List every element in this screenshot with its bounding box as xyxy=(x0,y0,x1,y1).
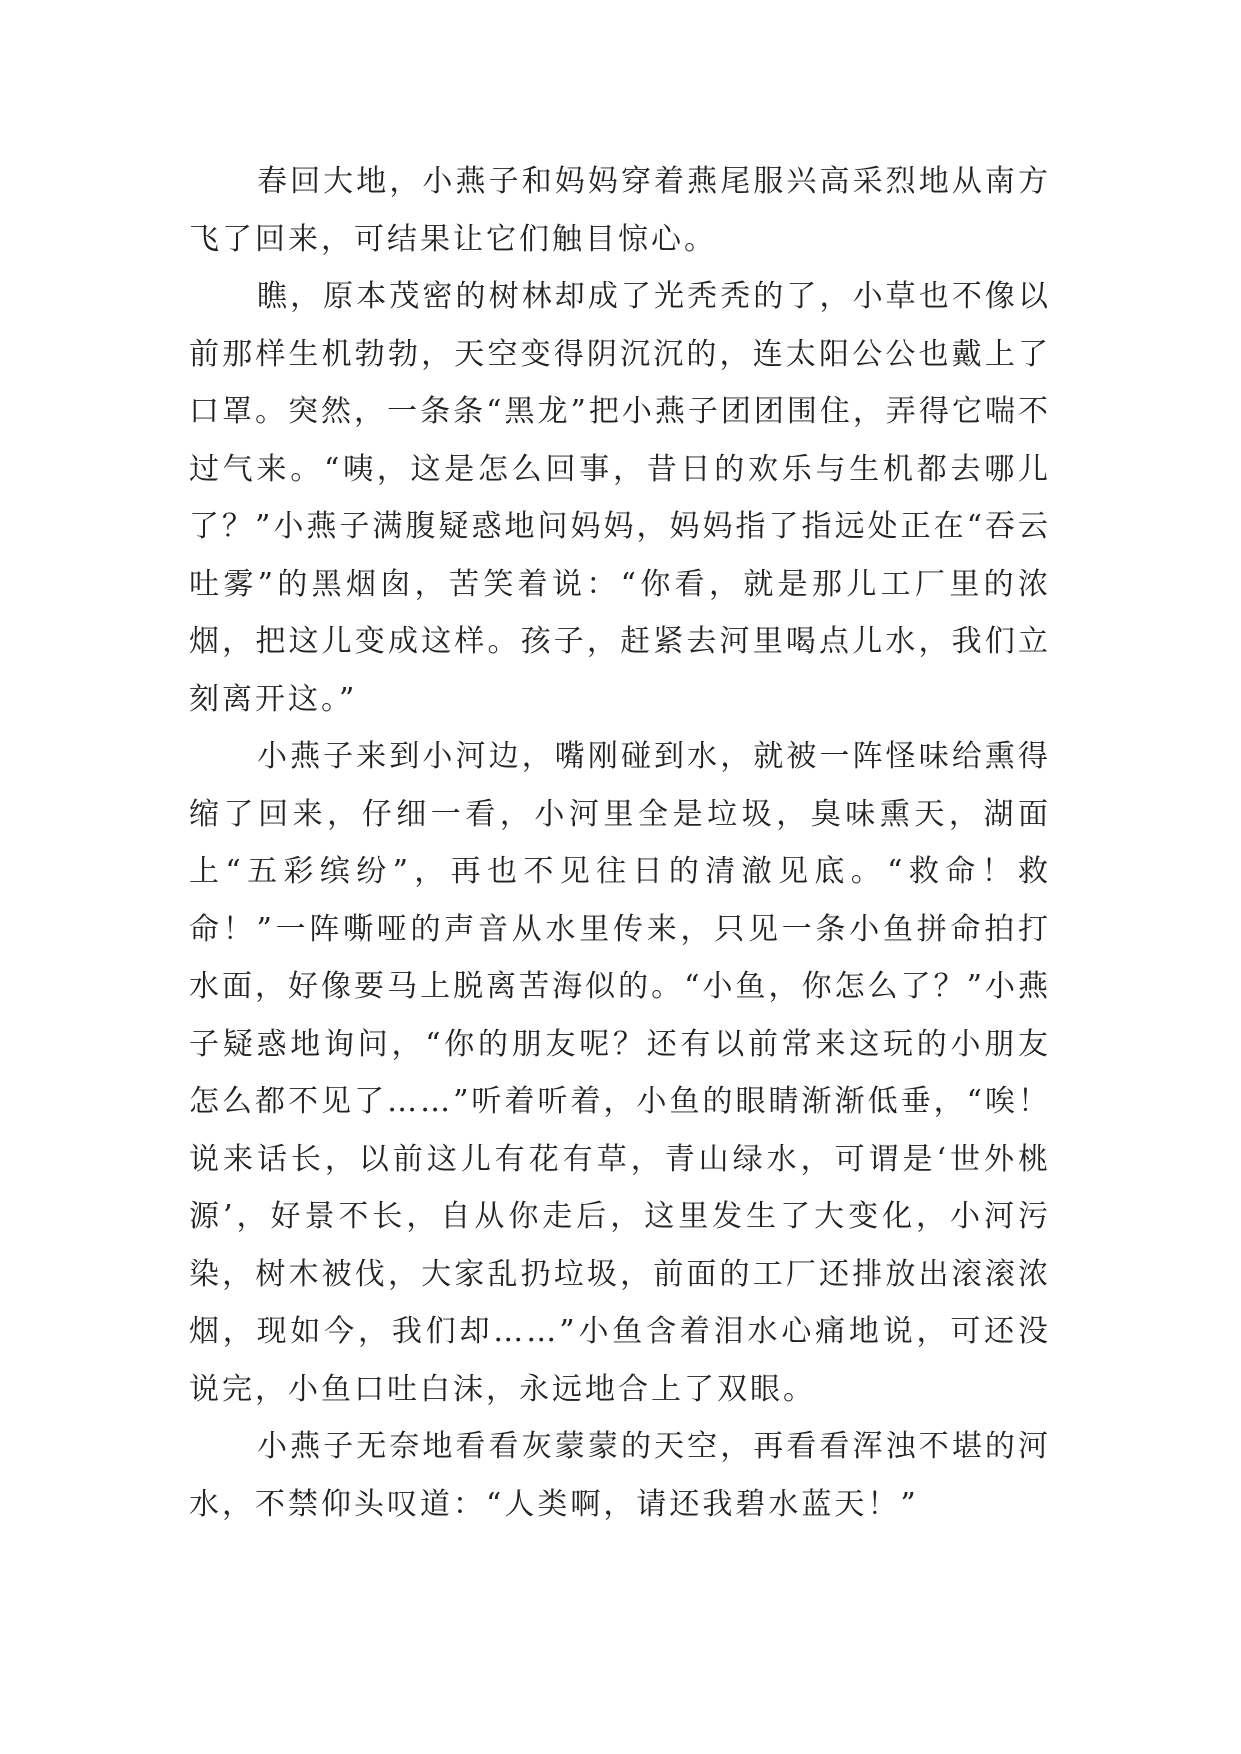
story-text xyxy=(189,153,1051,1533)
paragraph-3: 小燕子来到小河边，嘴刚碰到水，就被一阵怪味给熏得缩了回来，仔细一看，小河里全是垃圾，臭味熏天，湖面上“五彩缤纷”，再也不见往日的清澈见底。“救命！救命！”一阵嘶哑的声音从水里传来，只见一条小鱼拼命拍打水面，好像要马上脱离苦海似的。“小鱼，你怎么了？”小燕子疑惑地询问，“你的朋友呢？还有以前常来这玩的小朋友怎么都不见了……”听着听着，小鱼的眼睛渐渐低垂，“唉！说来话长，以前这儿有花有草，青山绿水，可谓是‘世外桃源’，好景不长，自从你走后，这里发生了大变化，小河污染，树木被伐，大家乱扔垃圾，前面的工厂还排放出滚滚浓烟，现如今，我们却……”小鱼含着泪水心痛地说，可还没说完，小鱼口吐白沫，永远地合上了双眼。 xyxy=(189,739,1051,1407)
paragraph-1: 春回大地，小燕子和妈妈穿着燕尾服兴高采烈地从南方飞了回来，可结果让它们触目惊心。 xyxy=(189,164,1051,257)
paragraph-4: 小燕子无奈地看看灰蒙蒙的天空，再看看浑浊不堪的河水，不禁仰头叹道：“人类啊，请还我碧水蓝天！” xyxy=(189,1429,1051,1522)
paragraph-2: 瞧，原本茂密的树林却成了光秃秃的了，小草也不像以前那样生机勃勃，天空变得阴沉沉的，连太阳公公也戴上了口罩。突然，一条条“黑龙”把小燕子团团围住，弄得它喘不过气来。“咦，这是怎么回事，昔日的欢乐与生机都去哪儿了？”小燕子满腹疑惑地问妈妈，妈妈指了指远处正在“吞云吐雾”的黑烟囱，苦笑着说：“你看，就是那儿工厂里的浓烟，把这儿变成这样。孩子，赶紧去河里喝点儿水，我们立刻离开这。” xyxy=(189,279,1051,717)
